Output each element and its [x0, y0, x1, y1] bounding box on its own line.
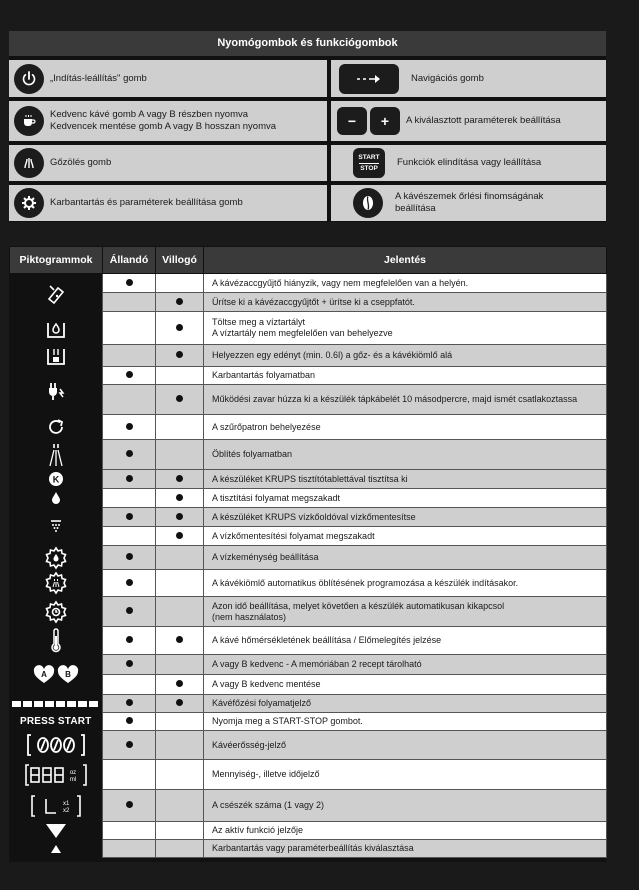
- blink-dot: [176, 494, 183, 501]
- rotate-icon: [45, 416, 67, 438]
- header-steady: Állandó: [103, 247, 156, 274]
- legend-row: [10, 790, 607, 822]
- svg-text:B: B: [64, 669, 71, 679]
- minus-plus-icon: [337, 107, 400, 135]
- favorite-button-cell: [9, 101, 327, 141]
- header-meaning: Jelentés: [204, 247, 607, 274]
- meaning-cell: A csészék száma (1 vagy 2): [204, 790, 607, 822]
- meaning-cell: Működési zavar húzza ki a készülék tápkábelét 10 másodpercre, majd ismét csatlakoztassa: [204, 385, 607, 415]
- meaning-cell: Helyezzen egy edényt (min. 0.6l) a gőz- és a kávékiömlő alá: [204, 345, 607, 367]
- maintenance-button-cell: [9, 185, 327, 221]
- water-tank-icon: [45, 316, 67, 340]
- steady-cell: [103, 627, 156, 655]
- krups-tablet-icon: [48, 471, 64, 487]
- pictogram-cell: [10, 695, 103, 713]
- blink-cell: [156, 489, 204, 508]
- blink-cell: [156, 627, 204, 655]
- blink-cell: [156, 713, 204, 731]
- nav-button-label: Navigációs gomb: [411, 72, 484, 84]
- legend-row: [10, 731, 607, 760]
- blink-cell: [156, 760, 204, 790]
- legend-row: [10, 840, 607, 858]
- svg-text:K: K: [52, 474, 59, 485]
- pictogram-cell: [10, 713, 103, 731]
- blink-cell: [156, 367, 204, 385]
- progress-bar-icon: [12, 700, 100, 708]
- maintenance-button-label: Karbantartás és paraméterek beállítása gomb: [50, 197, 243, 208]
- blink-cell: [156, 415, 204, 440]
- meaning-cell: Töltse meg a víztartályt A víztartály nem megfelelően van behelyezve: [204, 312, 607, 345]
- blink-dot: [176, 636, 183, 643]
- steady-dot: [126, 801, 133, 808]
- strength-icon: [26, 733, 86, 757]
- steady-cell: [103, 760, 156, 790]
- steady-cell: [103, 312, 156, 345]
- legend-row: [10, 570, 607, 597]
- svg-text:ml: ml: [69, 776, 76, 783]
- legend-row: [10, 440, 607, 470]
- steady-dot: [126, 450, 133, 457]
- rinse-gear-icon: [44, 571, 68, 595]
- legend-row: [10, 470, 607, 489]
- steady-cell: [103, 822, 156, 840]
- blink-cell: [156, 527, 204, 546]
- cup-placement-icon: [45, 345, 67, 367]
- meaning-cell: A tisztítási folyamat megszakadt: [204, 489, 607, 508]
- press-start-icon: PRESS START: [20, 716, 92, 727]
- stop-label: STOP: [360, 164, 378, 172]
- start-label: START: [358, 153, 380, 161]
- arrow-right-icon: [339, 64, 399, 94]
- steady-cell: [103, 293, 156, 312]
- blink-cell: [156, 470, 204, 489]
- legend-row: [10, 655, 607, 675]
- pictogram-legend-panel: [9, 246, 606, 862]
- clock-gear-icon: [44, 600, 68, 624]
- pictogram-cell: [10, 440, 103, 470]
- legend-row: [10, 822, 607, 840]
- legend-row: [10, 713, 607, 731]
- pictogram-cell: [10, 367, 103, 415]
- meaning-cell: Kávéerősség-jelző: [204, 731, 607, 760]
- meaning-cell: Azon idő beállítása, melyet követően a készülék automatikusan kikapcsol (nem használatos): [204, 597, 607, 627]
- pictogram-cell: [10, 345, 103, 367]
- rinse-icon: [45, 442, 67, 468]
- plug-icon: [45, 380, 67, 402]
- blink-dot: [176, 699, 183, 706]
- steady-cell: [103, 440, 156, 470]
- steady-dot: [126, 660, 133, 667]
- steam-icon: [14, 148, 44, 178]
- pictogram-cell: [10, 570, 103, 597]
- pictogram-cell: [10, 597, 103, 627]
- meaning-cell: A készüléket KRUPS vízkőoldóval vízkőmentesítse: [204, 508, 607, 527]
- pictogram-cell: [10, 760, 103, 790]
- legend-row: [10, 546, 607, 570]
- steady-cell: [103, 274, 156, 293]
- start-stop-divider: [359, 163, 379, 164]
- steady-cell: [103, 489, 156, 508]
- blink-cell: [156, 385, 204, 415]
- start-stop-button-cell: [331, 145, 606, 181]
- meaning-cell: A kávézaccgyűjtő hiányzik, vagy nem megfelelően van a helyén.: [204, 274, 607, 293]
- steady-cell: [103, 675, 156, 695]
- pictogram-cell: [10, 470, 103, 489]
- pictogram-cell: [10, 312, 103, 345]
- blink-dot: [176, 513, 183, 520]
- blink-dot: [176, 532, 183, 539]
- steady-cell: [103, 840, 156, 858]
- blink-cell: [156, 731, 204, 760]
- steady-dot: [126, 636, 133, 643]
- favorite-button-label: Kedvenc kávé gomb A vagy B részben nyomva Kedvencek mentése gomb A vagy B hosszan nyomva: [50, 109, 277, 132]
- blink-cell: [156, 293, 204, 312]
- meaning-cell: A vízkeménység beállítása: [204, 546, 607, 570]
- legend-row: [10, 345, 607, 367]
- triangle-down-icon: [45, 823, 67, 839]
- pictogram-cell: [10, 627, 103, 655]
- pictogram-cell: [10, 508, 103, 546]
- blink-dot: [176, 351, 183, 358]
- meaning-cell: Nyomja meg a START-STOP gombot.: [204, 713, 607, 731]
- meaning-cell: A vagy B kedvenc - A memóriában 2 recept tárolható: [204, 655, 607, 675]
- meaning-cell: A szűrőpatron behelyezése: [204, 415, 607, 440]
- minus-icon: −: [337, 107, 367, 135]
- adjust-button-cell: [331, 101, 606, 141]
- steady-dot: [126, 717, 133, 724]
- steady-cell: [103, 527, 156, 546]
- blink-cell: [156, 312, 204, 345]
- meaning-cell: A kávékiömlő automatikus öblítésének programozása a készülék indításakor.: [204, 570, 607, 597]
- power-icon: [14, 64, 44, 94]
- legend-row: [10, 597, 607, 627]
- header-blinking: Villogó: [156, 247, 204, 274]
- blink-dot: [176, 680, 183, 687]
- blink-cell: [156, 345, 204, 367]
- meaning-cell: A vagy B kedvenc mentése: [204, 675, 607, 695]
- steady-dot: [126, 475, 133, 482]
- coffee-bean-icon: [353, 188, 383, 218]
- steady-dot: [126, 371, 133, 378]
- favorite-ab-icon: [33, 665, 79, 685]
- cups-icon: [30, 794, 82, 818]
- power-button-label: „Indítás-leállítás" gomb: [50, 72, 147, 84]
- svg-text:A: A: [40, 669, 47, 679]
- power-button-cell: [9, 60, 327, 97]
- blink-cell: [156, 822, 204, 840]
- legend-row: [10, 415, 607, 440]
- blink-cell: [156, 274, 204, 293]
- meaning-cell: Ürítse ki a kávézaccgyűjtőt + ürítse ki a cseppfatót.: [204, 293, 607, 312]
- meaning-cell: Kávéfőzési folyamatjelző: [204, 695, 607, 713]
- steady-cell: [103, 570, 156, 597]
- svg-text:x1: x1: [62, 800, 70, 807]
- blink-cell: [156, 546, 204, 570]
- descale-icon: [48, 518, 64, 536]
- pictogram-cell: [10, 489, 103, 508]
- steam-button-label: Gőzölés gomb: [50, 157, 112, 168]
- meaning-cell: Karbantartás vagy paraméterbeállítás kiválasztása: [204, 840, 607, 858]
- pictogram-cell: [10, 274, 103, 312]
- header-pictogram: Piktogrammok: [10, 247, 103, 274]
- meaning-cell: Mennyiség-, illetve időjelző: [204, 760, 607, 790]
- steady-cell: [103, 713, 156, 731]
- legend-row: [10, 695, 607, 713]
- blink-cell: [156, 440, 204, 470]
- thermometer-icon: [50, 628, 62, 654]
- start-stop-button-label: Funkciók elindítása vagy leállítása: [397, 157, 542, 168]
- steady-cell: [103, 415, 156, 440]
- pictogram-cell: [10, 546, 103, 570]
- steady-cell: [103, 345, 156, 367]
- steady-cell: [103, 731, 156, 760]
- legend-row: [10, 627, 607, 655]
- legend-row: [10, 312, 607, 345]
- meaning-cell: Az aktív funkció jelzője: [204, 822, 607, 840]
- steady-dot: [126, 279, 133, 286]
- steady-dot: [126, 607, 133, 614]
- nav-button-cell: [331, 60, 606, 97]
- steady-dot: [126, 699, 133, 706]
- start-stop-icon: [353, 148, 385, 178]
- legend-header-row: [10, 247, 607, 274]
- blink-cell: [156, 840, 204, 858]
- steam-button-cell: [9, 145, 327, 181]
- meaning-cell: A készüléket KRUPS tisztítótablettával tisztítsa ki: [204, 470, 607, 489]
- pictogram-cell: [10, 790, 103, 822]
- grounds-container-icon: [45, 282, 67, 304]
- blink-dot: [176, 298, 183, 305]
- buttons-panel: [9, 31, 606, 222]
- steady-dot: [126, 579, 133, 586]
- meaning-cell: Öblítés folyamatban: [204, 440, 607, 470]
- pictogram-legend-table: [9, 246, 607, 858]
- blink-cell: [156, 508, 204, 527]
- grind-button-cell: [331, 185, 606, 221]
- steady-cell: [103, 546, 156, 570]
- grind-button-label: A kávészemek őrlési finomságának beállítása: [395, 191, 544, 214]
- pictogram-cell: [10, 822, 103, 840]
- volume-time-icon: [25, 764, 87, 786]
- blink-dot: [176, 395, 183, 402]
- coffee-cup-icon: [14, 106, 44, 136]
- steady-cell: [103, 695, 156, 713]
- steady-dot: [126, 553, 133, 560]
- triangle-up-icon: [50, 844, 62, 854]
- drop-icon: [50, 491, 62, 505]
- steady-cell: [103, 367, 156, 385]
- meaning-cell: A vízkőmentesítési folyamat megszakadt: [204, 527, 607, 546]
- steady-cell: [103, 597, 156, 627]
- steady-cell: [103, 790, 156, 822]
- blink-cell: [156, 655, 204, 675]
- pictogram-cell: [10, 655, 103, 695]
- svg-text:oz: oz: [69, 769, 76, 776]
- steady-cell: [103, 385, 156, 415]
- pictogram-cell: [10, 415, 103, 440]
- legend-row: [10, 489, 607, 508]
- blink-cell: [156, 790, 204, 822]
- steady-dot: [126, 741, 133, 748]
- blink-dot: [176, 324, 183, 331]
- steady-cell: [103, 470, 156, 489]
- adjust-button-label: A kiválasztott paraméterek beállítása: [406, 115, 561, 126]
- pictogram-cell: [10, 731, 103, 760]
- steady-dot: [126, 513, 133, 520]
- legend-row: [10, 367, 607, 385]
- steady-dot: [126, 423, 133, 430]
- plus-icon: +: [370, 107, 400, 135]
- blink-cell: [156, 675, 204, 695]
- legend-row: [10, 760, 607, 790]
- hardness-gear-icon: [44, 546, 68, 570]
- steady-cell: [103, 655, 156, 675]
- blink-cell: [156, 597, 204, 627]
- blink-cell: [156, 695, 204, 713]
- steady-cell: [103, 508, 156, 527]
- meaning-cell: Karbantartás folyamatban: [204, 367, 607, 385]
- blink-cell: [156, 570, 204, 597]
- blink-dot: [176, 475, 183, 482]
- buttons-panel-title: Nyomógombok és funkciógombok: [9, 31, 606, 56]
- pictogram-cell: [10, 840, 103, 858]
- meaning-cell: A kávé hőmérsékletének beállítása / Előmelegítés jelzése: [204, 627, 607, 655]
- gear-icon: [14, 188, 44, 218]
- legend-row: [10, 508, 607, 527]
- svg-text:x2: x2: [62, 807, 70, 814]
- legend-row: [10, 274, 607, 293]
